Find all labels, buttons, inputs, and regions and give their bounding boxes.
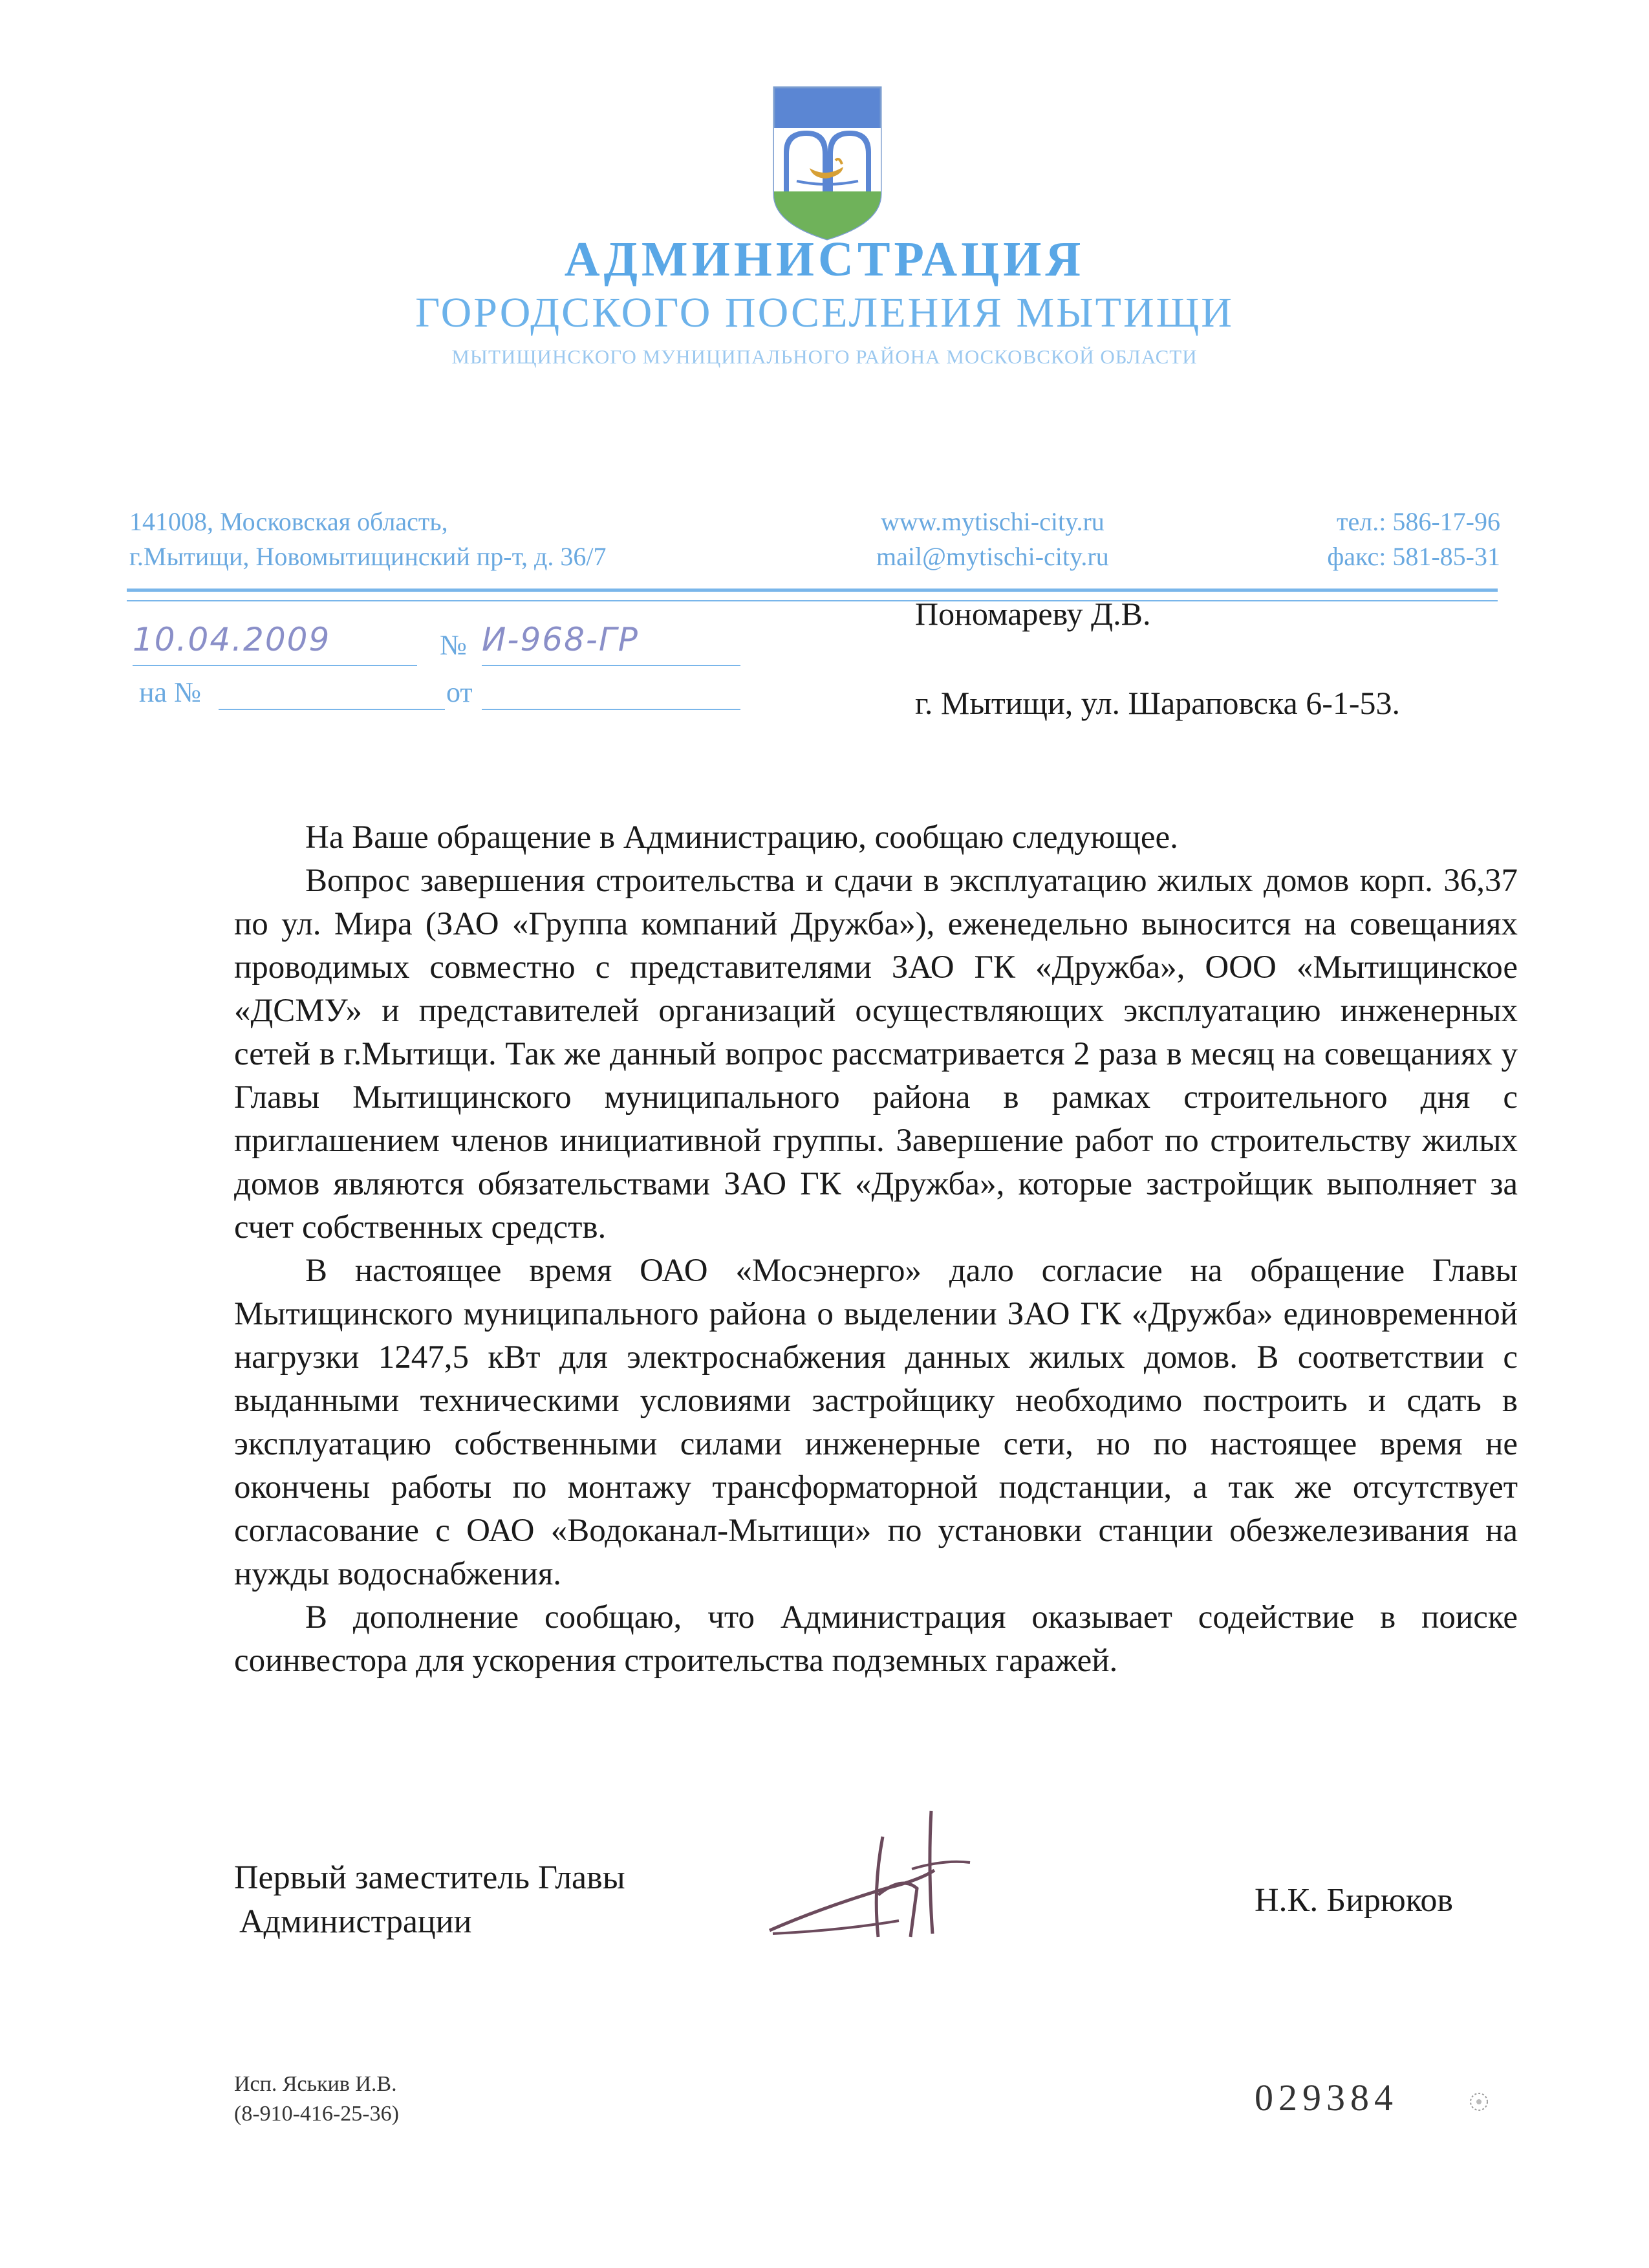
recipient-address: г. Мытищи, ул. Шараповска 6-1-53. (915, 685, 1400, 721)
website-text: www.mytischi-city.ru (880, 507, 1105, 536)
body-paragraph-1: На Ваше обращение в Администрацию, сообщаю следующее. (305, 819, 1178, 856)
body-paragraph-3: В настоящее время ОАО «Мосэнерго» дало согласие на обращение Главы Мытищинского муниципального района о выделении ЗАО ГК «Дружба» единовременной нагрузки 1247,5 кВт для электроснабжения данных жилых домов. В соответствии с выданными техническими условиями застройщику необходимо построить и сдать в эксплуатацию собственными силами инженерные сети, но по настоящее время не окончены работы по монтажу трансформаторной подстанции, а так же отсутствует согласование с ОАО «Водоканал-Мытищи» по установки станции обезжелезивания на нужды водоснабжения. (234, 1253, 1518, 1592)
letterhead-divider-thick (127, 589, 1498, 592)
reference-number-label: на № (139, 676, 202, 708)
phone-text: тел.: 586-17-96 (1337, 507, 1500, 536)
fax-text: факс: 581-85-31 (1327, 542, 1500, 571)
coat-of-arms-emblem (771, 84, 884, 243)
reference-from-label: от (446, 676, 473, 708)
reference-from-field (482, 673, 740, 710)
letterhead-phones (1287, 504, 1500, 574)
body-paragraph-4: В дополнение сообщаю, что Администрация оказывает содействие в поиске соинвестора для ускорения строительства подземных гаражей. (234, 1599, 1518, 1679)
body-paragraph-2: Вопрос завершения строительства и сдачи в эксплуатацию жилых домов корп. 36,37 по ул. Мира (ЗАО «Группа компаний Дружба»), еженедельно выносится на совещаниях проводимых совместно с представителями ЗАО ГК «Дружба», ООО «Мытищинское «ДСМУ» и представителей организаций осуществляющих эксплуатацию инженерных сетей в г.Мытищи. Так же данный вопрос рассматривается 2 раза в месяц на совещаниях у Главы Мытищинского муниципального района в рамках строительного дня с приглашением членов инициативной группы. Завершение работ по строительству жилых домов являются обязательствами ЗАО ГК «Дружба», которые застройщик выполняет за счет собственных средств. (234, 863, 1518, 1246)
signatory-name: Н.К. Бирюков (1255, 1882, 1453, 1919)
registration-number-label: № (440, 629, 467, 661)
letterhead-subtitle: ГОРОДСКОГО ПОСЕЛЕНИЯ МЫТИЩИ (415, 289, 1234, 336)
document-serial-number: 029384 (1255, 2077, 1398, 2119)
letterhead-divider-thin (127, 600, 1498, 601)
recipient-name: Пономареву Д.В. (915, 596, 1151, 632)
reference-number-field (219, 673, 445, 710)
address-line-1: 141008, Московская область, (129, 507, 448, 536)
registration-date: 10.04.2009 (133, 621, 417, 666)
registration-number: И-968-ГР (482, 621, 740, 666)
signatory-position-line-2: Администрации (239, 1903, 472, 1940)
letterhead-subsubtitle: МЫТИЩИНСКОГО МУНИЦИПАЛЬНОГО РАЙОНА МОСКОВСКОЙ ОБЛАСТИ (451, 345, 1198, 368)
snowflake-mark-icon (1465, 2088, 1493, 2116)
letterhead-title: АДМИНИСТРАЦИЯ (564, 232, 1085, 286)
letterhead-address (129, 504, 607, 574)
email-text: mail@mytischi-city.ru (876, 542, 1109, 571)
signatory-position-line-1: Первый заместитель Главы (234, 1859, 625, 1896)
letter-body (234, 816, 1518, 1683)
executor-name: Исп. Яськив И.В. (234, 2072, 397, 2096)
handwritten-signature (763, 1798, 1009, 1953)
executor-info (234, 2069, 399, 2129)
signatory-position (234, 1856, 625, 1944)
address-line-2: г.Мытищи, Новомытищинский пр-т, д. 36/7 (129, 542, 607, 571)
executor-phone: (8-910-416-25-36) (234, 2102, 399, 2126)
letterhead-web (876, 504, 1109, 574)
